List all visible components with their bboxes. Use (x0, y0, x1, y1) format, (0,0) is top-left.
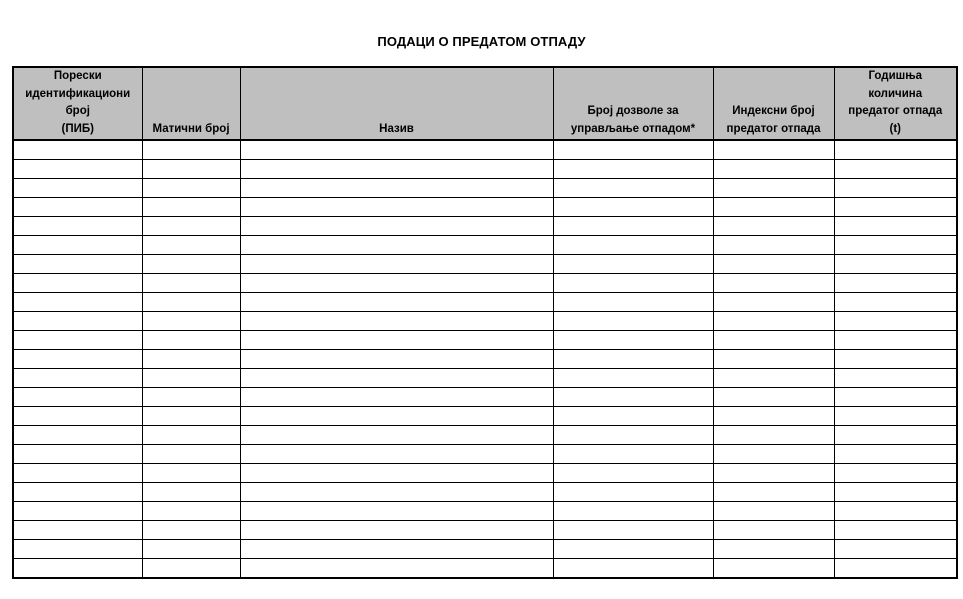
cell-pib[interactable] (13, 331, 142, 350)
cell-annual-quantity[interactable] (834, 350, 957, 369)
table-row (13, 502, 957, 521)
cell-annual-quantity[interactable] (834, 559, 957, 579)
cell-waste-index-number[interactable] (713, 407, 834, 426)
cell-annual-quantity[interactable] (834, 331, 957, 350)
cell-permit-number[interactable] (553, 350, 713, 369)
cell-annual-quantity[interactable] (834, 198, 957, 217)
cell-permit-number[interactable] (553, 255, 713, 274)
table-row (13, 426, 957, 445)
cell-waste-index-number[interactable] (713, 388, 834, 407)
cell-permit-number[interactable] (553, 445, 713, 464)
cell-registration-number[interactable] (142, 312, 240, 331)
cell-annual-quantity[interactable] (834, 407, 957, 426)
cell-name[interactable] (240, 350, 553, 369)
cell-pib[interactable] (13, 312, 142, 331)
cell-pib[interactable] (13, 236, 142, 255)
cell-annual-quantity[interactable] (834, 274, 957, 293)
cell-permit-number[interactable] (553, 179, 713, 198)
cell-registration-number[interactable] (142, 426, 240, 445)
cell-registration-number[interactable] (142, 236, 240, 255)
cell-pib[interactable] (13, 407, 142, 426)
table-row (13, 160, 957, 179)
cell-name[interactable] (240, 502, 553, 521)
cell-permit-number[interactable] (553, 160, 713, 179)
cell-waste-index-number[interactable] (713, 369, 834, 388)
table-row (13, 407, 957, 426)
cell-waste-index-number[interactable] (713, 464, 834, 483)
cell-registration-number[interactable] (142, 559, 240, 579)
cell-registration-number[interactable] (142, 407, 240, 426)
cell-registration-number[interactable] (142, 140, 240, 160)
table-row (13, 369, 957, 388)
cell-name[interactable] (240, 274, 553, 293)
cell-waste-index-number[interactable] (713, 540, 834, 559)
cell-waste-index-number[interactable] (713, 274, 834, 293)
cell-waste-index-number[interactable] (713, 483, 834, 502)
cell-registration-number[interactable] (142, 198, 240, 217)
cell-permit-number[interactable] (553, 312, 713, 331)
cell-permit-number[interactable] (553, 274, 713, 293)
cell-name[interactable] (240, 540, 553, 559)
cell-annual-quantity[interactable] (834, 160, 957, 179)
cell-name[interactable] (240, 255, 553, 274)
waste-transfer-table (12, 66, 958, 579)
cell-name[interactable] (240, 140, 553, 160)
cell-pib[interactable] (13, 369, 142, 388)
cell-name[interactable] (240, 464, 553, 483)
cell-registration-number[interactable] (142, 369, 240, 388)
cell-waste-index-number[interactable] (713, 217, 834, 236)
cell-name[interactable] (240, 426, 553, 445)
cell-annual-quantity[interactable] (834, 255, 957, 274)
table-row (13, 521, 957, 540)
cell-name[interactable] (240, 559, 553, 579)
cell-waste-index-number[interactable] (713, 445, 834, 464)
cell-waste-index-number[interactable] (713, 179, 834, 198)
cell-permit-number[interactable] (553, 407, 713, 426)
cell-registration-number[interactable] (142, 331, 240, 350)
header-row (13, 67, 957, 140)
cell-registration-number[interactable] (142, 293, 240, 312)
cell-pib[interactable] (13, 293, 142, 312)
cell-permit-number[interactable] (553, 483, 713, 502)
column-header-registration-number: Матични број (142, 67, 240, 140)
table-row (13, 312, 957, 331)
table-row (13, 464, 957, 483)
cell-pib[interactable] (13, 540, 142, 559)
cell-permit-number[interactable] (553, 502, 713, 521)
cell-name[interactable] (240, 312, 553, 331)
cell-annual-quantity[interactable] (834, 502, 957, 521)
cell-name[interactable] (240, 388, 553, 407)
cell-waste-index-number[interactable] (713, 559, 834, 579)
cell-name[interactable] (240, 407, 553, 426)
cell-pib[interactable] (13, 388, 142, 407)
cell-pib[interactable] (13, 274, 142, 293)
cell-registration-number[interactable] (142, 521, 240, 540)
cell-permit-number[interactable] (553, 293, 713, 312)
table-row (13, 293, 957, 312)
cell-waste-index-number[interactable] (713, 198, 834, 217)
cell-name[interactable] (240, 179, 553, 198)
cell-name[interactable] (240, 217, 553, 236)
cell-permit-number[interactable] (553, 464, 713, 483)
table-row (13, 388, 957, 407)
cell-annual-quantity[interactable] (834, 483, 957, 502)
cell-annual-quantity[interactable] (834, 369, 957, 388)
cell-pib[interactable] (13, 255, 142, 274)
cell-registration-number[interactable] (142, 179, 240, 198)
cell-waste-index-number[interactable] (713, 255, 834, 274)
cell-registration-number[interactable] (142, 483, 240, 502)
cell-pib[interactable] (13, 217, 142, 236)
table-row (13, 236, 957, 255)
cell-name[interactable] (240, 236, 553, 255)
cell-waste-index-number[interactable] (713, 293, 834, 312)
cell-registration-number[interactable] (142, 160, 240, 179)
cell-annual-quantity[interactable] (834, 179, 957, 198)
table-row (13, 350, 957, 369)
cell-registration-number[interactable] (142, 217, 240, 236)
table-row (13, 255, 957, 274)
column-header-permit-number: Број дозволе за управљање отпадом* (553, 67, 713, 140)
cell-registration-number[interactable] (142, 388, 240, 407)
cell-annual-quantity[interactable] (834, 217, 957, 236)
cell-name[interactable] (240, 483, 553, 502)
cell-annual-quantity[interactable] (834, 445, 957, 464)
table-row (13, 274, 957, 293)
table-row (13, 445, 957, 464)
cell-pib[interactable] (13, 350, 142, 369)
cell-annual-quantity[interactable] (834, 293, 957, 312)
column-header-waste-index-number: Индексни број предатог отпада (713, 67, 834, 140)
cell-name[interactable] (240, 369, 553, 388)
cell-pib[interactable] (13, 160, 142, 179)
cell-pib[interactable] (13, 464, 142, 483)
cell-pib[interactable] (13, 426, 142, 445)
cell-waste-index-number[interactable] (713, 350, 834, 369)
cell-pib[interactable] (13, 483, 142, 502)
cell-pib[interactable] (13, 179, 142, 198)
cell-permit-number[interactable] (553, 140, 713, 160)
cell-annual-quantity[interactable] (834, 540, 957, 559)
column-header-pib: Порески идентификациони број (ПИБ) (13, 67, 142, 140)
cell-annual-quantity[interactable] (834, 426, 957, 445)
cell-permit-number[interactable] (553, 521, 713, 540)
cell-name[interactable] (240, 293, 553, 312)
cell-waste-index-number[interactable] (713, 140, 834, 160)
cell-annual-quantity[interactable] (834, 140, 957, 160)
page-title: ПОДАЦИ О ПРЕДАТОМ ОТПАДУ (377, 34, 586, 49)
cell-registration-number[interactable] (142, 255, 240, 274)
cell-name[interactable] (240, 445, 553, 464)
cell-pib[interactable] (13, 521, 142, 540)
cell-permit-number[interactable] (553, 198, 713, 217)
cell-permit-number[interactable] (553, 540, 713, 559)
table-header (13, 67, 957, 140)
cell-name[interactable] (240, 331, 553, 350)
cell-waste-index-number[interactable] (713, 502, 834, 521)
cell-pib[interactable] (13, 559, 142, 579)
cell-permit-number[interactable] (553, 217, 713, 236)
table-row (13, 483, 957, 502)
cell-waste-index-number[interactable] (713, 312, 834, 331)
cell-annual-quantity[interactable] (834, 521, 957, 540)
table-row (13, 540, 957, 559)
cell-permit-number[interactable] (553, 426, 713, 445)
table-row (13, 217, 957, 236)
table-row (13, 198, 957, 217)
table-row (13, 559, 957, 579)
table-body (13, 140, 957, 578)
cell-permit-number[interactable] (553, 559, 713, 579)
cell-pib[interactable] (13, 502, 142, 521)
table-row (13, 140, 957, 160)
cell-annual-quantity[interactable] (834, 464, 957, 483)
cell-waste-index-number[interactable] (713, 521, 834, 540)
column-header-annual-quantity: Годишња количина предатог отпада (t) (834, 67, 957, 140)
table-row (13, 331, 957, 350)
cell-pib[interactable] (13, 445, 142, 464)
cell-waste-index-number[interactable] (713, 426, 834, 445)
table-row (13, 179, 957, 198)
cell-permit-number[interactable] (553, 331, 713, 350)
cell-permit-number[interactable] (553, 369, 713, 388)
cell-permit-number[interactable] (553, 388, 713, 407)
cell-waste-index-number[interactable] (713, 160, 834, 179)
cell-registration-number[interactable] (142, 350, 240, 369)
cell-name[interactable] (240, 160, 553, 179)
cell-waste-index-number[interactable] (713, 236, 834, 255)
cell-pib[interactable] (13, 198, 142, 217)
cell-name[interactable] (240, 198, 553, 217)
cell-pib[interactable] (13, 140, 142, 160)
cell-registration-number[interactable] (142, 464, 240, 483)
cell-registration-number[interactable] (142, 445, 240, 464)
cell-annual-quantity[interactable] (834, 236, 957, 255)
cell-permit-number[interactable] (553, 236, 713, 255)
cell-waste-index-number[interactable] (713, 331, 834, 350)
cell-annual-quantity[interactable] (834, 388, 957, 407)
cell-registration-number[interactable] (142, 274, 240, 293)
cell-registration-number[interactable] (142, 540, 240, 559)
cell-name[interactable] (240, 521, 553, 540)
cell-registration-number[interactable] (142, 502, 240, 521)
cell-annual-quantity[interactable] (834, 312, 957, 331)
column-header-name: Назив (240, 67, 553, 140)
